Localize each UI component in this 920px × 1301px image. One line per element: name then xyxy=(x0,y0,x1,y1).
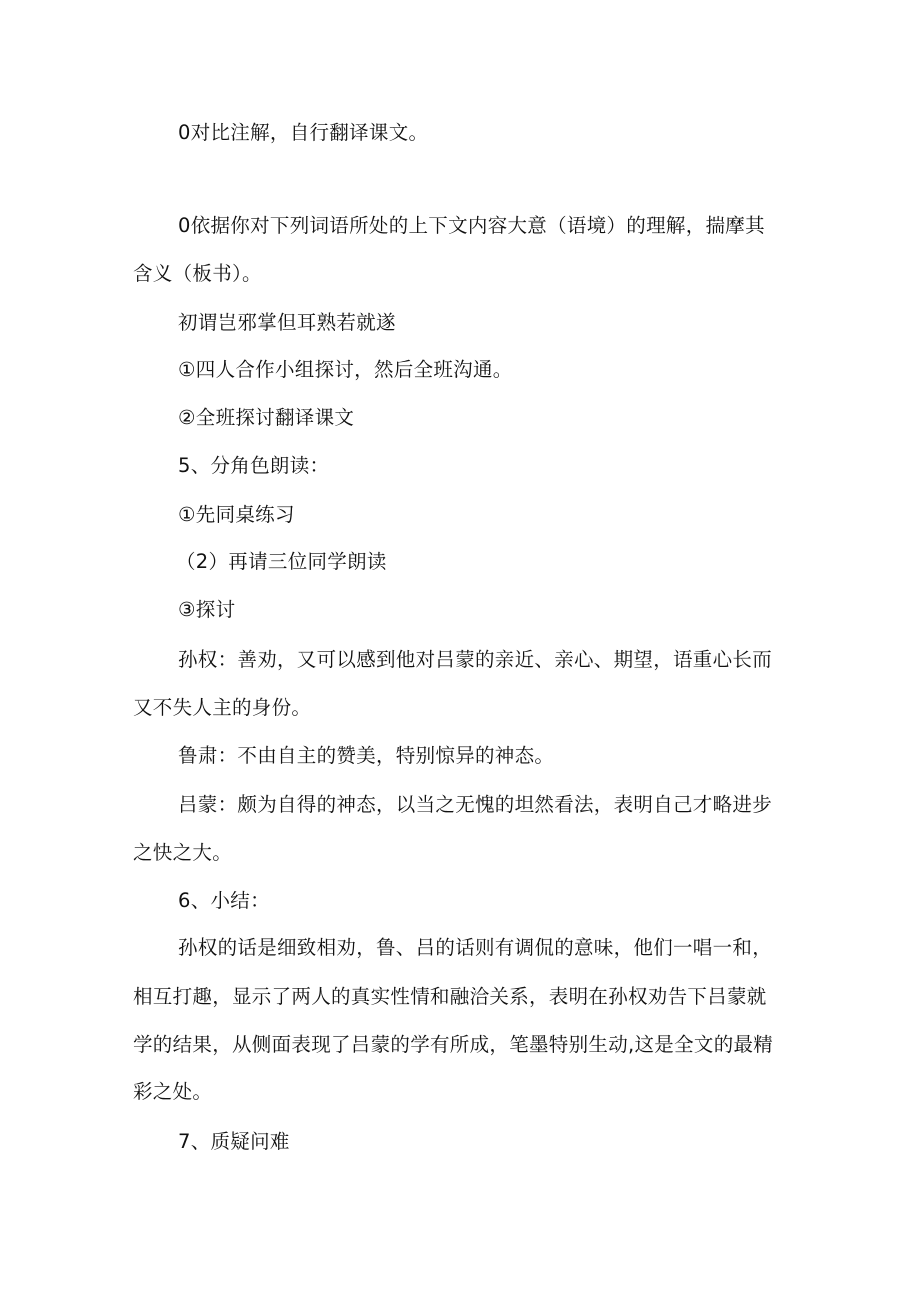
section-heading: 6、小结： xyxy=(178,889,270,912)
paragraph-line: 之快之大。 xyxy=(133,841,233,864)
paragraph-line: 彩之处。 xyxy=(133,1080,213,1103)
paragraph-line: ①先同桌练习 xyxy=(178,503,295,526)
paragraph-line: 又不失人主的身份。 xyxy=(133,696,312,719)
paragraph-line: 含义（板书）。 xyxy=(133,262,262,285)
paragraph-line: 相互打趣，显示了两人的真实性情和融洽关系，表明在孙权劝告下吕蒙就 xyxy=(133,985,767,1008)
paragraph-line: ②全班探讨翻译课文 xyxy=(178,406,355,429)
paragraph-line: 孙权：善劝，又可以感到他对吕蒙的亲近、亲心、期望，语重心长而 xyxy=(178,648,773,671)
paragraph-line: 学的结果，从侧面表现了吕蒙的学有所成，笔墨特别生动,这是全文的最精 xyxy=(133,1033,774,1056)
section-heading: 7、质疑问难 xyxy=(178,1130,290,1153)
paragraph-line: 孙权的话是细致相劝，鲁、吕的话则有调侃的意味，他们一唱一和， xyxy=(178,936,773,959)
paragraph-line: 0对比注解，自行翻译课文。 xyxy=(178,121,429,144)
paragraph-line: 吕蒙：颇为自得的神态，以当之无愧的坦然看法，表明自己才略进步 xyxy=(178,793,773,816)
paragraph-line: 鲁肃：不由自主的赞美，特别惊异的神态。 xyxy=(178,744,555,767)
paragraph-line: 0依据你对下列词语所处的上下文内容大意（语境）的理解，揣摩其 xyxy=(178,214,765,237)
section-heading: 5、分角色朗读： xyxy=(178,454,330,477)
paragraph-line: ③探讨 xyxy=(178,598,236,621)
paragraph-line: 初谓岂邪掌但耳熟若就遂 xyxy=(178,311,396,334)
paragraph-line: ①四人合作小组探讨，然后全班沟通。 xyxy=(178,358,513,381)
paragraph-line: （2）再请三位同学朗读 xyxy=(176,550,387,573)
